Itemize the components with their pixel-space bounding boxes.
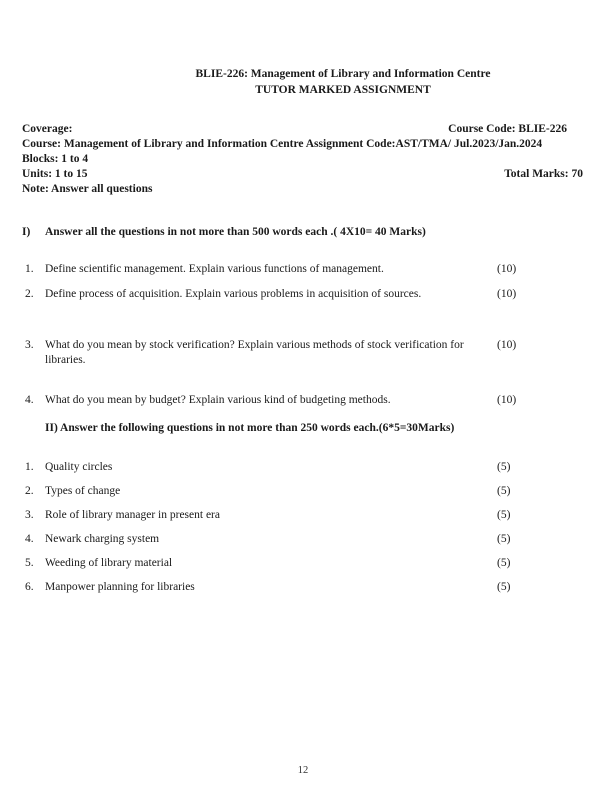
- question-row: [22, 556, 590, 571]
- section2-heading: [22, 421, 590, 436]
- question-row: [22, 287, 590, 302]
- question-marks: (5): [497, 485, 511, 497]
- question-row: [22, 580, 590, 595]
- question-row: [22, 508, 590, 523]
- question-marks: (5): [497, 533, 511, 545]
- document-title-block: [96, 66, 590, 98]
- assignment-meta-block: [22, 122, 590, 197]
- question-text: Define process of acquisition. Explain various problems in acquisition of sources.: [45, 288, 422, 300]
- section1-instruction: Answer all the questions in not more than 500 words each .( 4X10= 40 Marks): [45, 226, 426, 238]
- section2-question-list: [22, 460, 590, 595]
- course-and-assignment-code: Course: Management of Library and Information Centre Assignment Code:AST/TMA/ Jul.2023/Jan.2024: [22, 138, 543, 150]
- question-text: Role of library manager in present era: [45, 509, 220, 521]
- question-marks: (10): [497, 263, 517, 275]
- question-row: [22, 393, 590, 408]
- question-row: [22, 262, 590, 277]
- assignment-title: TUTOR MARKED ASSIGNMENT: [255, 84, 431, 96]
- question-number: 6.: [25, 581, 34, 593]
- question-number: 3.: [25, 339, 34, 351]
- question-text: Quality circles: [45, 461, 113, 473]
- question-text: Types of change: [45, 485, 121, 497]
- question-number: 3.: [25, 509, 34, 521]
- page-number: 12: [297, 765, 309, 776]
- question-text: What do you mean by stock verification? Explain various methods of stock verification for libraries.: [45, 339, 464, 366]
- question-number: 2.: [25, 485, 34, 497]
- question-text: Manpower planning for libraries: [45, 581, 195, 593]
- question-number: 5.: [25, 557, 34, 569]
- course-title: BLIE-226: Management of Library and Information Centre: [195, 68, 491, 80]
- section1-question-list: [22, 262, 590, 408]
- course-code: Course Code: BLIE-226: [448, 123, 567, 135]
- question-number: 1.: [25, 461, 34, 473]
- meta-row-blocks: [22, 152, 590, 167]
- question-marks: (5): [497, 581, 511, 593]
- section1-numeral: I): [22, 226, 31, 238]
- question-marks: (5): [497, 557, 511, 569]
- question-text: What do you mean by budget? Explain various kind of budgeting methods.: [45, 394, 391, 406]
- section2-instruction: II) Answer the following questions in not more than 250 words each.(6*5=30Marks): [45, 422, 455, 434]
- meta-row-course: [22, 137, 590, 152]
- question-number: 4.: [25, 533, 34, 545]
- question-text: Weeding of library material: [45, 557, 173, 569]
- question-marks: (10): [497, 339, 517, 351]
- question-marks: (5): [497, 461, 511, 473]
- question-number: 2.: [25, 288, 34, 300]
- question-row: [22, 484, 590, 499]
- question-text: Define scientific management. Explain various functions of management.: [45, 263, 384, 275]
- question-row: [22, 532, 590, 547]
- units-range: Units: 1 to 15: [22, 168, 88, 180]
- total-marks: Total Marks: 70: [504, 168, 583, 180]
- question-marks: (10): [497, 288, 517, 300]
- question-marks: (5): [497, 509, 511, 521]
- note-answer-all: Note: Answer all questions: [22, 183, 153, 195]
- question-row: [22, 460, 590, 475]
- meta-row-coverage: [22, 122, 590, 137]
- question-marks: (10): [497, 394, 517, 406]
- question-number: 4.: [25, 394, 34, 406]
- section1-heading: [22, 225, 590, 240]
- blocks-range: Blocks: 1 to 4: [22, 153, 89, 165]
- coverage-label: Coverage:: [22, 123, 73, 135]
- question-row: [22, 338, 590, 368]
- meta-row-note: [22, 182, 590, 197]
- meta-row-units: [22, 167, 590, 182]
- question-number: 1.: [25, 263, 34, 275]
- question-text: Newark charging system: [45, 533, 160, 545]
